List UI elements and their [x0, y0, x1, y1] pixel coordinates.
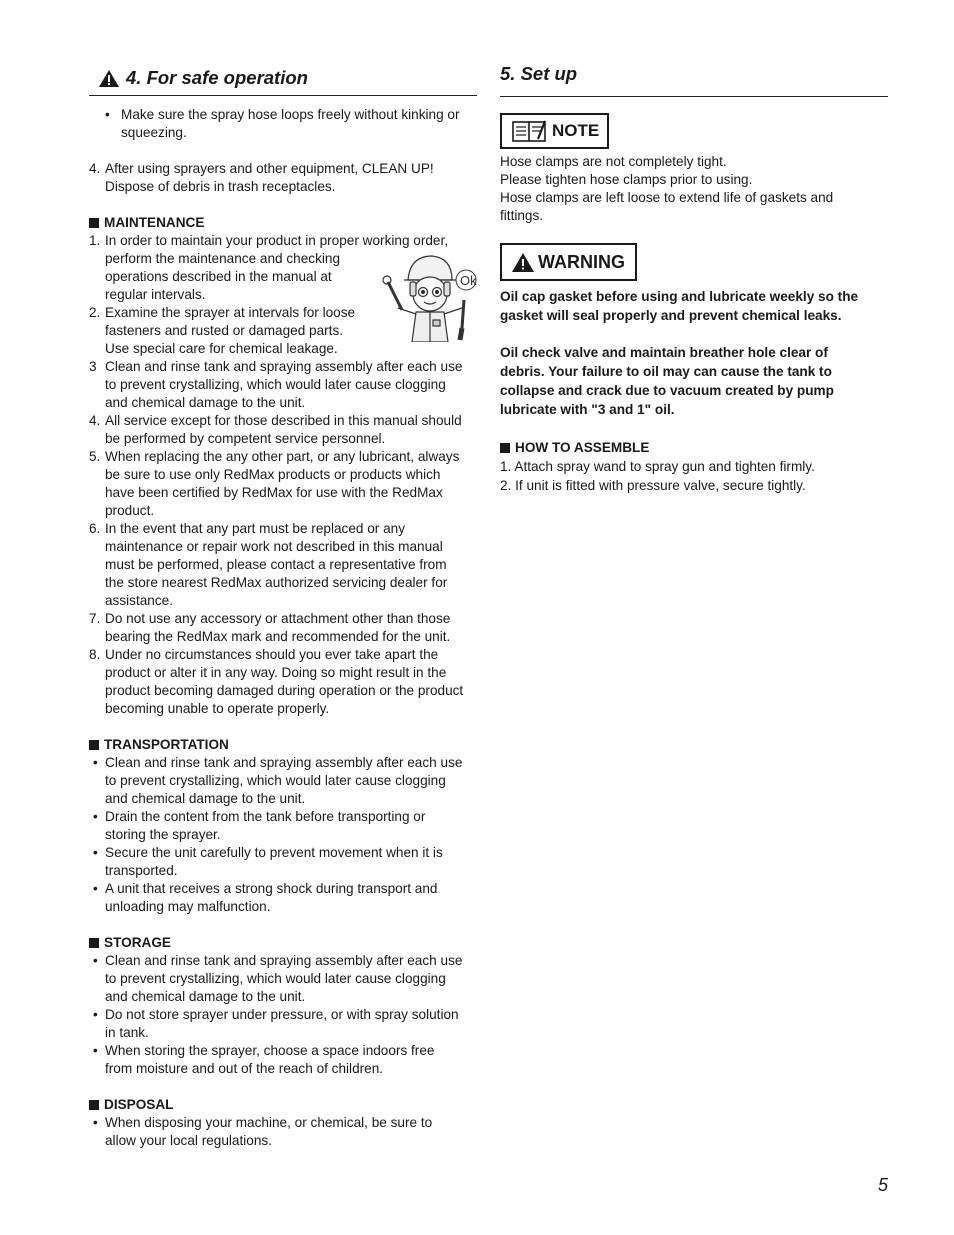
heading-how-to-assemble: HOW TO ASSEMBLE — [500, 439, 888, 457]
transportation-list — [89, 754, 477, 916]
section-title-set-up: 5. Set up — [500, 62, 888, 97]
list-item: • Drain the content from the tank before transporting or storing the sprayer. — [89, 808, 477, 844]
text-line: gasket will seal properly and prevent chemical leaks. — [500, 308, 842, 323]
note-box — [500, 113, 609, 149]
text-line: product. — [105, 503, 155, 518]
list-item: 8. Under no circumstances should you ever take apart the product or alter it in any way. Doing so might result in the product becoming damaged during operation or the product becoming unable to operate properly. — [89, 646, 477, 718]
text-line: In the event that any part must be replaced or any — [105, 521, 405, 536]
text-line: A unit that receives a strong shock during transport and — [105, 881, 438, 896]
text-line: Do not use any accessory or attachment other than those — [105, 611, 451, 626]
text-line: regular intervals. — [105, 287, 206, 302]
warning-label: WARNING — [538, 252, 625, 272]
list-item: • When disposing your machine, or chemical, be sure to allow your local regulations. — [89, 1114, 477, 1150]
text-line: Clean and rinse tank and spraying assembly after each use — [105, 359, 463, 374]
list-item: • Clean and rinse tank and spraying assembly after each use to prevent crystallizing, which would later cause clogging and chemical damage to the unit. — [89, 754, 477, 808]
note-label: NOTE — [552, 121, 600, 140]
heading-storage: STORAGE — [89, 934, 477, 952]
text-line: be sure to use only RedMax products or products which — [105, 467, 441, 482]
text-line: Clean and rinse tank and spraying assembly after each use — [105, 953, 463, 968]
text-line: fasteners and rusted or damaged parts. — [105, 323, 344, 338]
text-line: in tank. — [105, 1025, 149, 1040]
text-line: Do not store sprayer under pressure, or with spray solution — [105, 1007, 459, 1022]
list-item: • Make sure the spray hose loops freely without kinking or squeezing. — [105, 107, 460, 140]
list-item: • Clean and rinse tank and spraying assembly after each use to prevent crystallizing, which would later cause clogging and chemical damage to the unit. — [89, 952, 477, 1006]
heading-transportation: TRANSPORTATION — [89, 736, 477, 754]
section-title-safe-operation — [89, 66, 477, 96]
text-line: assistance. — [105, 593, 174, 608]
heading-maintenance: MAINTENANCE — [89, 214, 477, 232]
storage-list — [89, 952, 477, 1078]
warning-triangle-icon — [512, 253, 534, 272]
text-line: debris. Your failure to oil may can cause the tank to — [500, 364, 832, 379]
list-item: 1. In order to maintain your product in proper working order, perform the maintenance and checking operations described in the manual at regular intervals. — [89, 232, 477, 304]
text-line: unloading may malfunction. — [105, 899, 271, 914]
text-line: becoming unable to operate properly. — [105, 701, 330, 716]
list-item: 2. If unit is fitted with pressure valve, secure tightly. — [500, 478, 806, 493]
text-line: to prevent crystallizing, which would later cause clogging — [105, 377, 446, 392]
text-line: operations described in the manual at — [105, 269, 332, 284]
text-line: lubricate with "3 and 1" oil. — [500, 402, 675, 417]
right-column — [500, 62, 888, 495]
list-item: 5. When replacing the any other part, or any lubricant, always be sure to use only RedMax products or products which have been certified by RedMax for use with the RedMax product. — [89, 448, 477, 520]
book-note-icon — [512, 119, 546, 143]
text-line: Use special care for chemical leakage. — [105, 341, 338, 356]
text-line: must be performed, please contact a representative from — [105, 557, 447, 572]
list-item: • A unit that receives a strong shock during transport and unloading may malfunction. — [89, 880, 477, 916]
text-line: In order to maintain your product in proper working order, — [105, 233, 449, 248]
list-item: • When storing the sprayer, choose a space indoors free from moisture and out of the reach of children. — [89, 1042, 477, 1078]
text-line: from moisture and out of the reach of children. — [105, 1061, 384, 1076]
text-line: to prevent crystallizing, which would later cause clogging — [105, 773, 446, 788]
section-title-text: 4. For safe operation — [126, 67, 308, 88]
text-line: All service except for those described in this manual should — [105, 413, 462, 428]
list-item: 3 Clean and rinse tank and spraying assembly after each use to prevent crystallizing, which would later cause clogging and chemical damage to the unit. — [89, 358, 477, 412]
text-line: When storing the sprayer, choose a space indoors free — [105, 1043, 435, 1058]
text-line: transported. — [105, 863, 178, 878]
text-line: Clean and rinse tank and spraying assembly after each use — [105, 755, 463, 770]
disposal-list — [89, 1114, 477, 1150]
text-line: perform the maintenance and checking — [105, 251, 341, 266]
text-line: product becoming damaged during operation or the product — [105, 683, 464, 698]
list-item: 1. Attach spray wand to spray gun and tighten firmly. — [500, 459, 815, 474]
warning-box — [500, 243, 637, 281]
heading-disposal: DISPOSAL — [89, 1096, 477, 1114]
warning-paragraph-1 — [500, 287, 888, 325]
text-line: collapse and crack due to vacuum created by pump — [500, 383, 834, 398]
text-line: When disposing your machine, or chemical, be sure to — [105, 1115, 433, 1130]
warning-triangle-icon — [99, 70, 119, 87]
text-line: When replacing the any other part, or any lubricant, always — [105, 449, 460, 464]
list-item: 6. In the event that any part must be replaced or any maintenance or repair work not described in this manual must be performed, please contact a representative from the store nearest RedMax authorized servicing dealer for assistance. — [89, 520, 477, 610]
text-line: Oil cap gasket before using and lubricate weekly so the — [500, 289, 859, 304]
text-line: storing the sprayer. — [105, 827, 221, 842]
text-line: Secure the unit carefully to prevent movement when it is — [105, 845, 443, 860]
list-item: • Do not store sprayer under pressure, or with spray solution in tank. — [89, 1006, 477, 1042]
text-line: Hose clamps are left loose to extend life of gaskets and — [500, 190, 834, 205]
page-number: 5 — [877, 1175, 888, 1195]
text-line: and chemical damage to the unit. — [105, 989, 306, 1004]
text-line: bearing the RedMax mark and recommended for the unit. — [105, 629, 451, 644]
worker-mascot-illustration — [380, 250, 478, 342]
text-line: Under no circumstances should you ever take apart the — [105, 647, 439, 662]
text-line: product or alter it in any way. Doing so might result in the — [105, 665, 447, 680]
text-line: fittings. — [500, 208, 544, 223]
text-line: the store nearest RedMax authorized servicing dealer for — [105, 575, 448, 590]
text-line: Please tighten hose clamps prior to using. — [500, 172, 753, 187]
list-item: 4. After using sprayers and other equipment, CLEAN UP! Dispose of debris in trash receptacles. — [89, 161, 434, 194]
text-line: Examine the sprayer at intervals for loose — [105, 305, 356, 320]
list-item: • Secure the unit carefully to prevent movement when it is transported. — [89, 844, 477, 880]
text-line: maintenance or repair work not described in this manual — [105, 539, 443, 554]
note-text — [500, 153, 888, 225]
mascot-ok-text: Ok — [460, 273, 477, 288]
warning-paragraph-2 — [500, 343, 888, 419]
text-line: Oil check valve and maintain breather hole clear of — [500, 345, 828, 360]
list-item: 2. Examine the sprayer at intervals for loose fasteners and rusted or damaged parts. Use special care for chemical leakage. — [89, 304, 477, 358]
text-line: to prevent crystallizing, which would later cause clogging — [105, 971, 446, 986]
text-line: have been certified by RedMax for use with the RedMax — [105, 485, 443, 500]
text-line: and chemical damage to the unit. — [105, 395, 306, 410]
list-item: 4. All service except for those described in this manual should be performed by competent service personnel. — [89, 412, 477, 448]
text-line: Drain the content from the tank before transporting or — [105, 809, 426, 824]
list-item: 7. Do not use any accessory or attachment other than those bearing the RedMax mark and recommended for the unit. — [89, 610, 477, 646]
text-line: Hose clamps are not completely tight. — [500, 154, 727, 169]
text-line: and chemical damage to the unit. — [105, 791, 306, 806]
text-line: be performed by competent service personnel. — [105, 431, 386, 446]
left-column — [89, 66, 477, 1150]
assemble-list — [500, 457, 888, 495]
text-line: allow your local regulations. — [105, 1133, 272, 1148]
